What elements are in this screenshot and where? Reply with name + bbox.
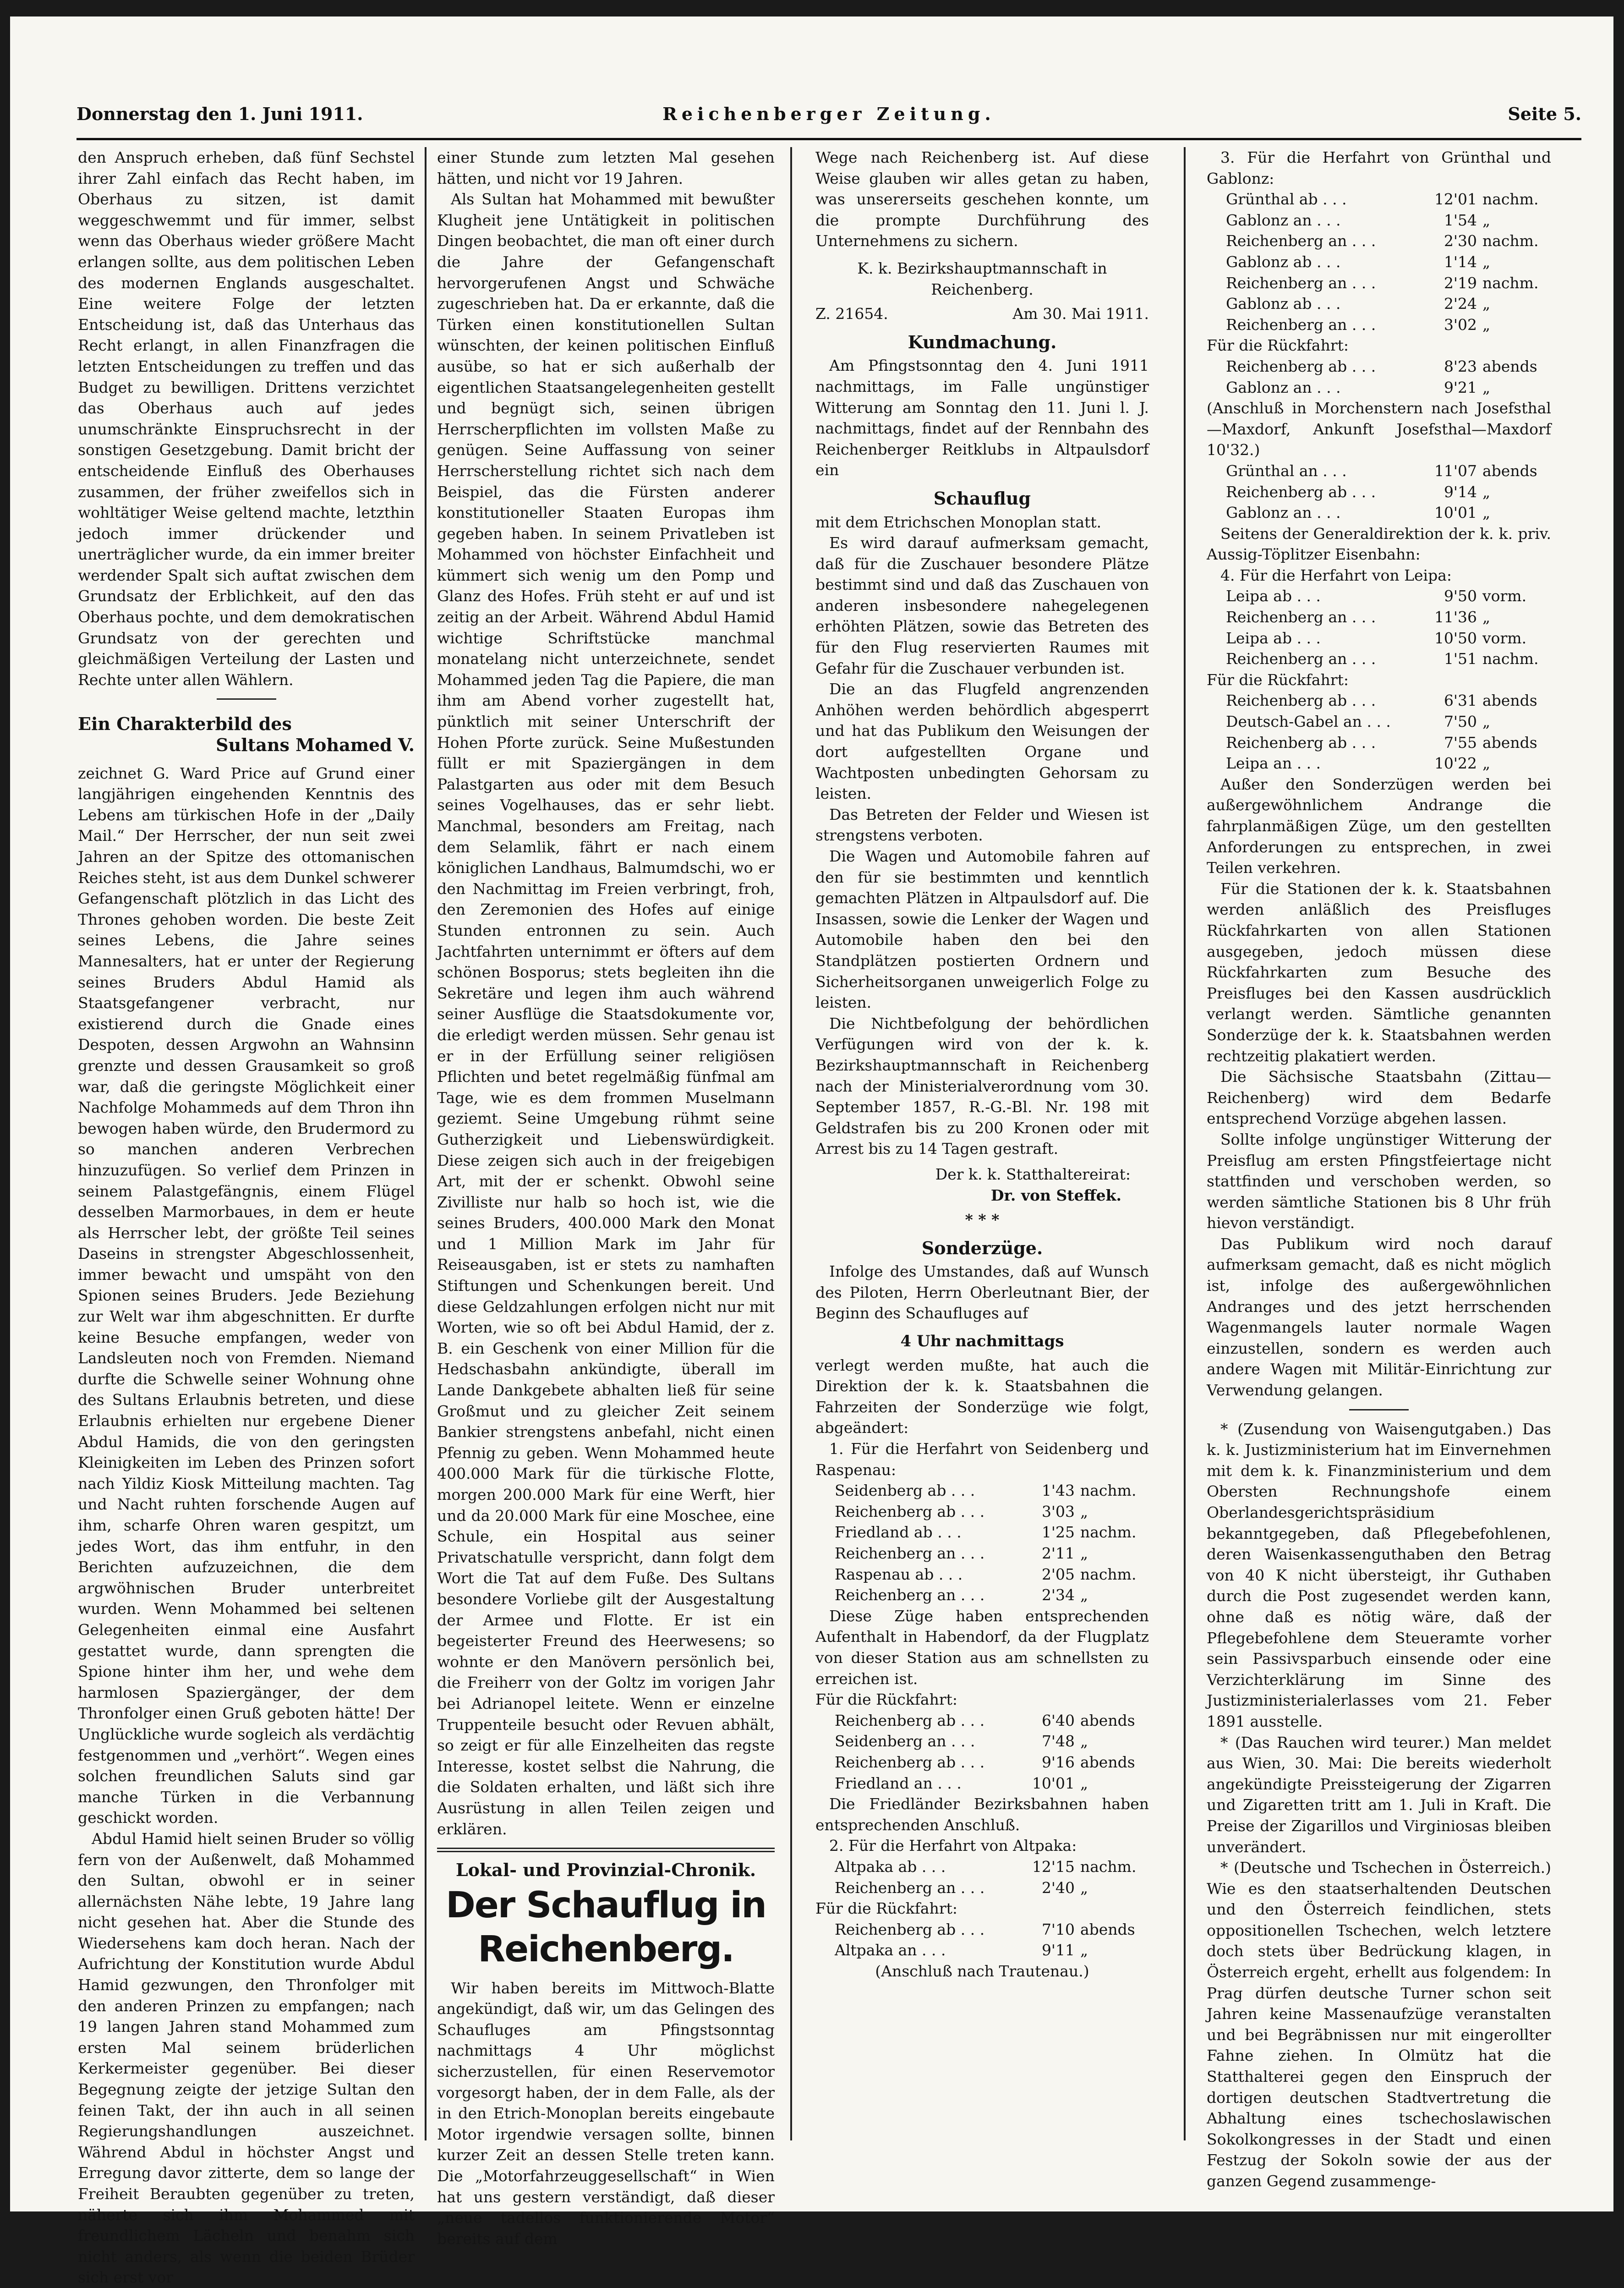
timetable-row: Seidenberg ab . . . 1'43 nachm.: [835, 1481, 1137, 1500]
article-text: zeichnet G. Ward Price auf Grund einer langjährigen eingehenden Kenntnis des Lebens am türkischen Hofe in der „Daily Mail.“ Der Herrscher, der nun seit zwei Jahren an der Spitze des ottomanischen Reiches steht, ist aus dem Dunkel schwerer Gefangenschaft plötzlich in das Licht des Thrones gehoben worden. Die beste Zeit seines Lebens, die Jahre seines Mannesalters, hat er unter der Regierung seines Bruders Abdul Hamid als Staatsgefangener verbracht, nur existierend durch die Gnade eines Despoten, dessen Argwohn an Wahnsinn grenzte und dessen Grausamkeit so groß war, daß die geringste Möglichkeit einer Nachfolge Mohammeds auf dem Thron ihn bewogen haben würde, den Brudermord zu so manchen anderen Verbrechen hinzuzufügen. So verlief dem Prinzen in seinem Palastgefängnis, einem Flügel desselben Marmorbaues, in dem er heute als Herrscher lebt, der größte Teil seines Daseins in strengster Abgeschlossenheit, immer bewacht und umspäht von den Spionen seines Bruders. Jede Beziehung zur Welt war ihm abgeschnitten. Er durfte keine Besuche empfangen, weder von Landsleuten noch von Fremden. Niemand durfte die Schwelle seiner Wohnung ohne des Sultans Erlaubnis betreten, und diese Erlaubnis erhielten nur ergebene Diener Abdul Hamids, die von den geringsten Kleinigkeiten im Leben des Prinzen sofort nach Yildiz Kiosk Mitteilung machten. Tag und Nacht ruhten forschende Augen auf ihm, scharfe Ohren waren gespitzt, um jedes Wort, das ihm entfuhr, in den Berichten aufzuzeichnen, die dem argwöhnischen Bruder unterbreitet wurden. Wenn Mohammed bei seltenen Gelegenheiten einmal eine Ausfahrt gestattet wurde, dann sprengten die Spione hinter ihm her, und wehe dem harmlosen Spaziergänger, der dem Thronfolger einen Gruß geboten hätte! Der Unglückliche wurde sogleich als verdächtig festgenommen und „verhört“. Wegen eines solchen freundlichen Saluts sind gar manche Türken in die Verbannung geschickt worden.: [78, 764, 415, 1827]
column-divider: [790, 147, 792, 2140]
newspaper-page: [10, 16, 1613, 2287]
signature-name: Dr. von Steffek.: [990, 1186, 1121, 1204]
timetable-row: Reichenberg an . . . 2'40 „: [835, 1878, 1088, 1897]
timetable: [815, 1710, 1149, 1794]
timetable-row: Altpaka ab . . . 12'15 nachm.: [835, 1857, 1137, 1876]
timetable-row: Reichenberg an . . . 2'19 nachm.: [1226, 274, 1539, 292]
timetable: [1207, 356, 1551, 398]
timetable-row: Gablonz an . . . 10'01 „: [1226, 504, 1491, 522]
timetable-row: Seidenberg an . . . 7'48 „: [835, 1732, 1088, 1750]
timetable-row: Grünthal an . . . 11'07 abends: [1226, 461, 1537, 480]
timetable-row: Reichenberg ab . . . 6'40 abends: [835, 1711, 1135, 1729]
timetable: [1207, 690, 1551, 774]
article-text: Seitens der Generaldirektion der k. k. priv. Aussig-Töplitzer Eisenbahn:: [1207, 524, 1551, 564]
article-text: Die an das Flugfeld angrenzenden Anhöhen werden behördlich abgesperrt und hat das Publikum den Weisungen der dort aufgestellten Organe und Wachtposten unbedingten Gehorsam zu leisten.: [815, 680, 1149, 803]
article-text: Die Wagen und Automobile fahren auf den für sie bestimmten und kenntlich gemachten Plätzen in Altpaulsdorf auf. Die Insassen, sowie die Lenker der Wagen und Automobile haben den bei den Standplätzen postierten Ordnern und Sicherheitsorganen unweigerlich Folge zu leisten.: [815, 847, 1149, 1012]
timetable-note: (Anschluß in Morchenstern nach Josefsthal—Maxdorf, Ankunft Josefsthal—Maxdorf 10'32.): [1207, 399, 1551, 459]
article-text: Die Friedländer Bezirksbahnen haben entsprechenden Anschluß.: [815, 1795, 1149, 1834]
article-text: Diese Züge haben entsprechenden Aufenthalt in Habendorf, da der Flugplatz von dieser Station aus am schnellsten zu erreichen ist.: [815, 1607, 1149, 1688]
article-text: mit dem Etrichschen Monoplan statt.: [815, 513, 1102, 531]
timetable-row: Reichenberg ab . . . 7'55 abends: [1226, 733, 1537, 752]
timetable: [815, 1480, 1149, 1606]
timetable-heading: Für die Rückfahrt:: [1207, 670, 1349, 689]
article-text: Das Betreten der Felder und Wiesen ist strengstens verboten.: [815, 805, 1149, 845]
separator-stars: * * *: [965, 1211, 1000, 1229]
article-text: Die Sächsische Staatsbahn (Zittau—Reichenberg) wird dem Bedarfe entsprechend Vorzüge abgehen lassen.: [1207, 1068, 1551, 1128]
article-text: Infolge des Umstandes, daß auf Wunsch des Piloten, Herrn Oberleutnant Bier, der Beginn des Schaufluges auf: [815, 1262, 1149, 1322]
page-header: [77, 104, 1581, 136]
timetable-row: Raspenau ab . . . 2'05 nachm.: [835, 1565, 1137, 1583]
reference-date: Am 30. Mai 1911.: [1012, 305, 1149, 323]
column-2: [437, 147, 775, 2248]
timetable: [815, 1919, 1149, 1961]
reference-number: Z. 21654.: [815, 305, 888, 323]
section-rule: [437, 1848, 775, 1852]
timetable-row: Reichenberg ab . . . 8'23 abends: [1226, 357, 1537, 375]
timetable-row: Gablonz ab . . . 2'24 „: [1226, 295, 1491, 313]
timetable-row: Reichenberg ab . . . 9'16 abends: [835, 1753, 1135, 1771]
timetable-note: (Anschluß nach Trautenau.): [875, 1962, 1089, 1980]
signature-title: Der k. k. Statthaltereirat:: [935, 1165, 1131, 1183]
header-date: Donnerstag den 1. Juni 1911.: [77, 104, 363, 124]
article-text: Für die Stationen der k. k. Staatsbahnen werden anläßlich des Preisfluges Rückfahrkarten von allen Stationen ausgegeben, jedoch müssen diese Rückfahrkarten zum Besuche des Preisfluges bei den Kassen ausdrücklich verlangt werden. Sämtliche genannten Sonderzüge der k. k. Staatsbahnen werden rechtzeitig plakatiert werden.: [1207, 879, 1551, 1065]
column-divider: [425, 147, 427, 2140]
column-3: [815, 147, 1149, 2140]
timetable-row: Friedland an . . . 10'01 „: [835, 1774, 1088, 1792]
article-headline: Sultans Mohamed V.: [216, 735, 415, 756]
section-heading: Lokal- und Provinzial-Chronik.: [455, 1860, 756, 1881]
article-text: einer Stunde zum letzten Mal gesehen hätten, und nicht vor 19 Jahren.: [437, 148, 775, 187]
article-text: Sollte infolge ungünstiger Witterung der Preisflug am ersten Pfingstfeiertage nicht stattfinden und verschoben werden, so werden sämtliche Stationen bis 8 Uhr früh hievon verständigt.: [1207, 1130, 1551, 1232]
article-text: verlegt werden mußte, hat auch die Direktion der k. k. Staatsbahnen die Fahrzeiten der Sonderzüge wie folgt, abgeändert:: [815, 1356, 1149, 1437]
timetable-row: Reichenberg an . . . 2'11 „: [835, 1544, 1088, 1562]
timetable-row: Friedland ab . . . 1'25 nachm.: [835, 1523, 1137, 1542]
timetable: [1207, 189, 1551, 335]
timetable-row: Gablonz an . . . 9'21 „: [1226, 378, 1491, 396]
reference-line: [815, 303, 1149, 324]
section-heading: Sonderzüge.: [921, 1237, 1043, 1258]
short-rule: [217, 698, 276, 700]
article-headline-large: Der Schauflug in Reichenberg.: [446, 1884, 766, 1970]
short-rule: [1349, 1409, 1409, 1410]
article-text: Außer den Sonderzügen werden bei außergewöhnlichem Andrange die fahrplanmäßigen Züge, um den gestellten Anforderungen zu entsprechen, in zwei Teilen verkehren.: [1207, 775, 1551, 877]
article-text: Am Pfingstsonntag den 4. Juni 1911 nachmittags, im Falle ungünstiger Witterung am Sonntag den 11. Juni l. J. nachmittags, findet auf der Rennbahn des Reichenberger Reitklubs in Altpaulsdorf ein: [815, 357, 1149, 479]
timetable: [1207, 586, 1551, 669]
timetable-row: Leipa ab . . . 9'50 vorm.: [1226, 587, 1527, 605]
section-heading: 4 Uhr nachmittags: [900, 1332, 1064, 1351]
timetable-row: Reichenberg an . . . 2'34 „: [835, 1586, 1088, 1604]
article-text: Abdul Hamid hielt seinen Bruder so völlig fern von der Außenwelt, daß Mohammed den Sultan, obwohl er in seiner allernächsten Nähe lebte, 19 Jahre lang nicht gesehen hat. Aber die Stunde des Wiedersehens kam doch heran. Nach der Aufrichtung der Konstitution wurde Abdul Hamid gezwungen, den Thronfolger mit den anderen Prinzen zu empfangen; nach 19 langen Jahren stand Mohammed zum ersten Mal seinem brüderlichen Kerkermeister gegenüber. Bei dieser Begegnung zeigte der jetzige Sultan den feinen Takt, der ihn auch in all seinen Regierungshandlungen auszeichnet. Während Abdul in höchster Angst und Erregung davor zitterte, dem so lange der Freiheit Beraubten gegenüber zu treten, näherte sich ihm Mohammed mit freundlichem Lächeln und benahm sich nicht anders, als wenn die beiden Brüder sich erst vor: [78, 1829, 415, 2287]
header-page-number: Seite 5.: [1508, 104, 1581, 124]
article-text: Wir haben bereits im Mittwoch-Blatte angekündigt, daß wir, um das Gelingen des Schaufluges am Pfingstsonntag nachmittags 4 Uhr möglichst sicherzustellen, für einen Reservemotor vorgesorgt haben, der in dem Falle, als der in den Etrich-Monoplan bereits eingebaute Motor irgendwie versagen sollte, binnen kurzer Zeit an dessen Stelle treten kann. Die „Motorfahrzeuggesellschaft“ in Wien hat uns gestern verständigt, daß dieser „neue tadellos funktionierende Motor“ bereits auf dem: [437, 1979, 775, 2248]
article-text: Das Publikum wird noch darauf aufmerksam gemacht, daß es nicht möglich ist, infolge des außergewöhnlichen Andranges und des jetzt herrschenden Wagenmangels lauter normale Wagen einzustellen, sondern es werden auch andere Wagen mit Militär-Einrichtung zur Verwendung gelangen.: [1207, 1235, 1551, 1399]
timetable-row: Gablonz an . . . 1'54 „: [1226, 211, 1491, 229]
article-headline: Ein Charakterbild des: [78, 713, 292, 735]
timetable-row: Reichenberg ab . . . 6'31 abends: [1226, 691, 1537, 710]
timetable-heading: Für die Rückfahrt:: [815, 1690, 957, 1709]
timetable-row: Reichenberg ab . . . 9'14 „: [1226, 483, 1491, 501]
timetable-heading: Für die Rückfahrt:: [815, 1899, 957, 1918]
timetable-row: Deutsch-Gabel an . . . 7'50 „: [1226, 713, 1491, 731]
news-item: * (Deutsche und Tschechen in Österreich.) Wie es den staatserhaltenden Deutschen und den Österreich feindlichen, stets oppositionellen Tschechen, welch letztere doch stets über Bedrückung klagen, in Österreich ergeht, erhellt aus folgendem: In Prag dürfen deutsche Turner schon seit Jahren keine Massenaufzüge veranstalten und bei Begräbnissen nur mit eingerollter Fahne ziehen. In Olmütz hat die Statthalterei gegen den Einspruch der dortigen deutschen Stadtvertretung die Abhaltung eines tschechoslawischen Sokolkongresses in der Stadt und einen Festzug der Sokoln sowie der aus der ganzen Gegend zusammenge-: [1207, 1859, 1551, 2190]
timetable-row: Reichenberg an . . . 11'36 „: [1226, 608, 1491, 626]
timetable: [815, 1856, 1149, 1898]
section-heading: Schauflug: [933, 488, 1031, 509]
column-divider: [1184, 147, 1186, 2140]
timetable-heading: 4. Für die Herfahrt von Leipa:: [1220, 566, 1452, 584]
news-item: * (Zusendung von Waisengutgaben.) Das k. k. Justizministerium hat im Einvernehmen mit dem k. k. Finanzministerium und dem Obersten Rechnungshofe einem Oberlandesgerichtspräsidium bekanntgegeben, daß Pflegebefohlenen, deren Waisenkassenguthaben den Betrag von 40 K nicht übersteigt, ihr Guthaben durch die Post zugesendet werden kann, ohne daß es nötig wäre, daß der Pflegebefohlene dem Steueramte vorher sein Passivsparbuch einsende oder eine Verzichterklärung im Sinne des Justizministerialerlasses vom 21. Feber 1891 ausstelle.: [1207, 1420, 1551, 1730]
timetable-row: Reichenberg ab . . . 7'10 abends: [835, 1920, 1135, 1938]
section-heading: Kundmachung.: [908, 331, 1057, 352]
timetable-row: Grünthal ab . . . 12'01 nachm.: [1226, 190, 1539, 208]
timetable-heading: 1. Für die Herfahrt von Seidenberg und Raspenau:: [815, 1440, 1149, 1479]
article-text: Als Sultan hat Mohammed mit bewußter Klugheit jene Untätigkeit in politischen Dingen beobachtet, die man oft einer durch die Jahre der Gefangenschaft hervorgerufenen Angst und Schwäche zugeschrieben hat. Da er erkannte, daß die Türken einen konstitutionellen Sultan wünschten, der keinen politischen Einfluß ausübe, so hat er sich außerhalb der eigentlichen Staatsangelegenheiten gestellt und begnügt sich, seinen übrigen Herrscherpflichten im vollsten Maße zu genügen. Seine Auffassung von seiner Herrscherstellung richtet sich nach dem Beispiel, das die Fürsten anderer konstitutioneller Staaten Europas ihm gegeben haben. In seinem Privatleben ist Mohammed von höchster Einfachheit und kümmert sich wenig um den Pomp und Glanz des Hofes. Früh steht er auf und ist zeitig an der Arbeit. Während Abdul Hamid wichtige Schriftstücke manchmal monatelang nicht unterzeichnete, sendet Mohammed jeden Tag die Papiere, die man ihm am Abend vorher zugestellt hat, pünktlich mit seiner Unterschrift der Hohen Pforte zurück. Seine Mußestunden füllt er mit Spaziergängen in dem Palastgarten aus oder mit dem Besuch seines Vogelhauses, das er sehr liebt. Manchmal, besonders am Freitag, nach dem Selamlik, fährt er nach einem königlichen Landhaus, Balmumdschi, wo er den Nachmittag im Freien verbringt, froh, den Zeremonien des Hofes auf einige Stunden entronnen zu sein. Auch Jachtfahrten unternimmt er öfters auf dem schönen Bosporus; stets begleiten ihn die Sekretäre und legen ihm auch während seiner Ausflüge die Staatsdokumente vor, die erledigt werden müssen. Sehr genau ist er in der Erfüllung seiner religiösen Pflichten und betet regelmäßig fünfmal am Tage, wie es dem frommen Muselmann geziemt. Seine Umgebung rühmt seine Gutherzigkeit und Liebenswürdigkeit. Diese zeigen sich auch in der freigebigen Art, mit der er schenkt. Obwohl seine Zivilliste nur halb so hoch ist, wie die seines Bruders, 400.000 Mark den Monat und 1 Million Mark im Jahr für Reiseausgaben, ist er stets zu namhaften Stiftungen und Schenkungen bereit. Und diese Geldzahlungen erfolgen nicht nur mit Worten, wie so oft bei Abdul Hamid, der z. B. ein Geschenk von einer Million für die Hedschasbahn ankündigte, überall im Lande Dankgebete abhalten ließ für seine Großmut und zu gleicher Zeit seinem Bankier strengstens anbefahl, nicht einen Pfennig zu geben. Wenn Mohammed heute 400.000 Mark für die türkische Flotte, morgen 200.000 Mark für eine Werft, hier und da 20.000 Mark für eine Moschee, eine Schule, ein Hospital aus seiner Privatschatulle verspricht, dann folgt dem Wort die Tat auf dem Fuße. Des Sultans besondere Vorliebe gilt der Ausgestaltung der Armee und Flotte. Er ist ein begeisterter Freund des Heerwesens; so wohnte er den Manövern persönlich bei, die Freiherr von der Goltz im vorigen Jahr bei Adrianopel leitete. Wenn er einzelne Truppenteile besucht oder Revuen abhält, so zeigt er für alle Einzelheiten das regste Interesse, kostet selbst die Nahrung, die die Soldaten erhalten, und läßt sich ihre Ausrüstung in allen Teilen zeigen und erklären.: [437, 190, 775, 1838]
timetable-row: Leipa an . . . 10'22 „: [1226, 754, 1491, 773]
article-text: den Anspruch erheben, daß fünf Sechstel ihrer Zahl einfach das Recht haben, im Oberhaus zu sitzen, ist damit weggeschwemmt und für immer, selbst wenn das Oberhaus wieder größere Macht erlangen sollte, aus dem politischen Leben des modernen Englands ausgeschaltet. Eine weitere Folge der letzten Entscheidung ist, daß das Unterhaus das Recht erlangt, in allen Finanzfragen die letzten Entscheidungen zu treffen und das Budget zu bewilligen. Drittens verzichtet das Oberhaus auch auf jedes unumschränkte Einspruchsrecht in der sonstigen Gesetzgebung. Damit bricht der entscheidende Einfluß des Oberhauses zusammen, der früher zweifellos sich in wohltätiger Weise geltend machte, letzthin jedoch immer drückender und unerträglicher wurde, da ein immer breiter werdender Spalt sich auftat zwischen dem Grundsatz der Erblichkeit, auf den das Oberhaus pochte, und dem demokratischen Grundsatz von der gerechten und gleichmäßigen Verteilung der Lasten und Rechte unter allen Wählern.: [78, 148, 415, 689]
authority-signature: K. k. Bezirkshauptmannschaft in Reichenberg.: [857, 259, 1107, 298]
timetable-row: Leipa ab . . . 10'50 vorm.: [1226, 629, 1527, 647]
column-4: [1207, 147, 1551, 2190]
timetable-row: Reichenberg an . . . 1'51 nachm.: [1226, 650, 1539, 668]
timetable-row: Reichenberg an . . . 2'30 nachm.: [1226, 232, 1539, 250]
timetable-heading: 3. Für die Herfahrt von Grünthal und Gablonz:: [1207, 148, 1551, 187]
timetable-heading: Für die Rückfahrt:: [1207, 336, 1349, 355]
timetable-row: Gablonz ab . . . 1'14 „: [1226, 252, 1491, 271]
timetable-row: Altpaka an . . . 9'11 „: [835, 1941, 1088, 1959]
article-text: Es wird darauf aufmerksam gemacht, daß für die Zuschauer besondere Plätze bestimmt sind und daß das Zuschauen von anderen insbesondere nahegelegenen erhöhten Plätzen, sowie das Betreten des für den Flug reservierten Raumes mit Gefahr für die Zuschauer verbunden ist.: [815, 534, 1149, 677]
news-item: * (Das Rauchen wird teurer.) Man meldet aus Wien, 30. Mai: Die bereits wiederholt angekündigte Preissteigerung der Zigarren und Zigaretten tritt am 1. Juli in Kraft. Die Preise der Zigarillos und Virginiosas bleiben unverändert.: [1207, 1733, 1551, 1856]
article-text: Die Nichtbefolgung der behördlichen Verfügungen wird von der k. k. Bezirkshauptmannschaft in Reichenberg nach der Ministerialverordnung vom 30. September 1857, R.-G.-Bl. Nr. 198 mit Geldstrafen bis zu 200 Kronen oder mit Arrest bis zu 14 Tagen gestraft.: [815, 1014, 1149, 1158]
timetable-row: Reichenberg an . . . 3'02 „: [1226, 315, 1491, 334]
article-text: Wege nach Reichenberg ist. Auf diese Weise glauben wir alles getan zu haben, was unsererseits geschehen konnte, um die prompte Durchführung des Unternehmens zu sichern.: [815, 148, 1149, 250]
column-1: [78, 147, 415, 2287]
timetable-heading: 2. Für die Herfahrt von Altpaka:: [829, 1837, 1077, 1855]
header-rule: [77, 138, 1581, 140]
timetable: [1207, 461, 1551, 523]
timetable-row: Reichenberg ab . . . 3'03 „: [835, 1502, 1088, 1520]
header-masthead: Reichenberger Zeitung.: [662, 104, 995, 124]
